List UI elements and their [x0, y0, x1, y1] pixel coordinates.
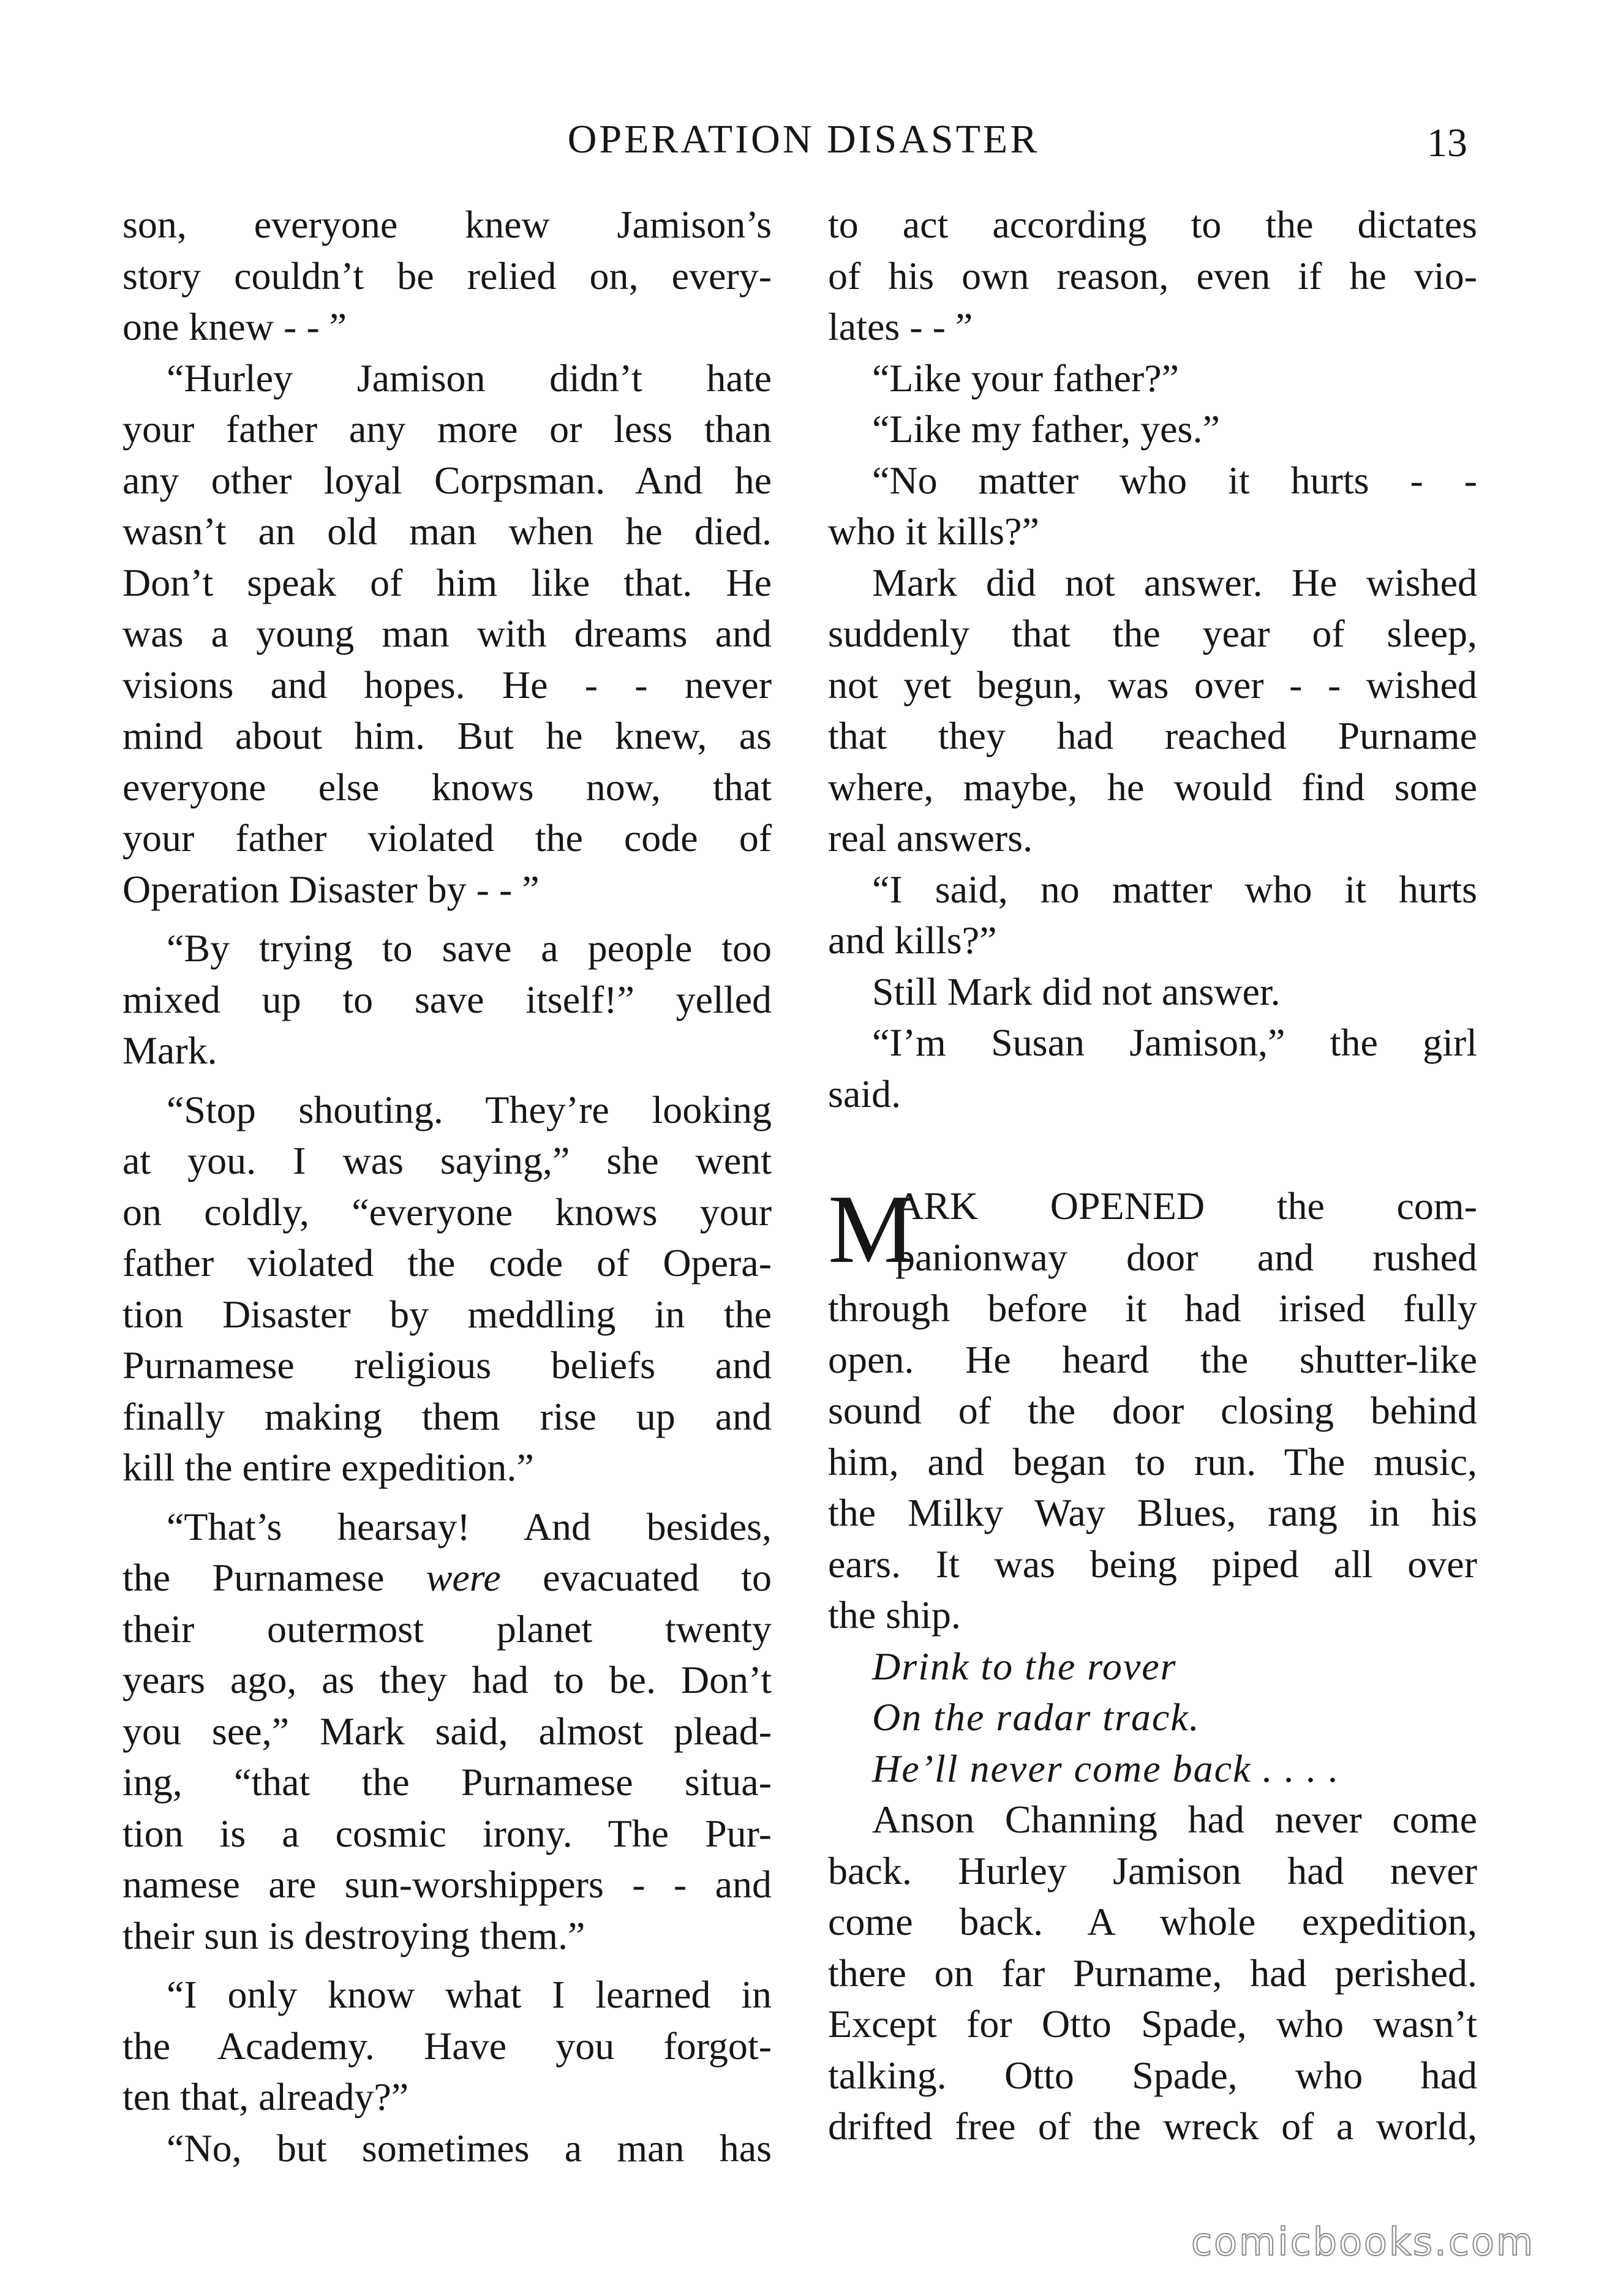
- section-opening: [828, 1174, 1477, 1283]
- text-line: you see,” Mark said, almost plead-: [122, 1709, 772, 1753]
- text-line: the Milky Way Blues, rang in his: [828, 1491, 1477, 1534]
- text-line: ten that, already?”: [122, 2075, 409, 2118]
- text-line: Anson Channing had never come: [872, 1798, 1477, 1841]
- text-line: sound of the door closing behind: [828, 1389, 1477, 1432]
- text-line: Mark.: [122, 1029, 217, 1072]
- text-line: real answers.: [828, 816, 1033, 860]
- text-line: and kills?”: [828, 918, 997, 962]
- text-line: “Like my father, yes.”: [872, 407, 1220, 451]
- text-line: on coldly, “everyone knows your: [122, 1190, 772, 1234]
- text-line: open. He heard the shutter-like: [828, 1337, 1477, 1381]
- text-line: Don’t speak of him like that. He: [122, 560, 772, 604]
- verse-line: On the radar track.: [872, 1695, 1200, 1739]
- text-line: son, everyone knew Jamison’s: [122, 203, 772, 246]
- text-line: [122, 1552, 772, 1604]
- text-line: finally making them rise up and: [122, 1394, 772, 1438]
- text-line: visions and hopes. He - - never: [122, 662, 772, 707]
- text-line: through before it had irised fully: [828, 1286, 1477, 1330]
- text-line: wasn’t an old man when he died.: [122, 509, 772, 553]
- text-line: mind about him. But he knew, as: [122, 714, 772, 757]
- text-line: “By trying to save a people too: [167, 926, 772, 970]
- text-line: not yet begun, was over - - wished: [828, 662, 1477, 707]
- text-line: tion is a cosmic irony. The Pur-: [122, 1811, 772, 1855]
- site-watermark: comicbooks.com: [1191, 2219, 1535, 2264]
- text-line: Still Mark did not answer.: [872, 969, 1281, 1013]
- verse-line: Drink to the rover: [872, 1644, 1177, 1688]
- text-line: there on far Purname, had perished.: [828, 1951, 1477, 1995]
- text-line: their sun is destroying them.”: [122, 1913, 585, 1957]
- text-line: everyone else knows now, that: [122, 765, 772, 809]
- text-line: lates - - ”: [828, 305, 973, 348]
- text-line: Except for Otto Spade, who wasn’t: [828, 2002, 1477, 2046]
- text-line: “That’s hearsay! And besides,: [167, 1504, 772, 1548]
- text-line: namese are sun-worshippers - - and: [122, 1863, 772, 1906]
- text-line: story couldn’t be relied on, every-: [122, 253, 772, 298]
- text-line: ing, “that the Purnamese situa-: [122, 1760, 772, 1804]
- text-line: that they had reached Purname: [828, 714, 1477, 757]
- text-line: panionway door and rushed: [895, 1235, 1477, 1279]
- verse-line: He’ll never come back . . . .: [872, 1746, 1340, 1790]
- text-line: to act according to the dictates: [828, 203, 1477, 246]
- text-line: “Hurley Jamison didn’t hate: [167, 356, 772, 400]
- text-span: evacuated to: [500, 1556, 772, 1599]
- text-line: of his own reason, even if he vio-: [828, 253, 1477, 298]
- text-line: tion Disaster by meddling in the: [122, 1292, 772, 1336]
- drop-cap: M: [828, 1174, 916, 1283]
- text-line: any other loyal Corpsman. And he: [122, 458, 772, 502]
- text-line: ARK OPENED the com-: [895, 1184, 1477, 1228]
- text-line: Mark did not answer. He wished: [872, 560, 1477, 604]
- text-line: who it kills?”: [828, 509, 1039, 553]
- text-line: said.: [828, 1071, 901, 1116]
- text-line: “No, but sometimes a man has: [167, 2126, 772, 2170]
- text-line: “I only know what I learned in: [167, 1973, 772, 2016]
- text-line: come back. A whole expedition,: [828, 1900, 1477, 1943]
- text-line: “I’m Susan Jamison,” the girl: [872, 1021, 1477, 1064]
- text-span: the Purnamese: [122, 1556, 426, 1599]
- text-line: kill the entire expedition.”: [122, 1446, 534, 1489]
- text-line: your father any more or less than: [122, 407, 772, 451]
- text-line: where, maybe, he would find some: [828, 765, 1477, 809]
- text-line: years ago, as they had to be. Don’t: [122, 1658, 772, 1701]
- song-verse: [828, 1641, 1477, 1795]
- text-line: drifted free of the wreck of a world,: [828, 2104, 1477, 2148]
- text-line: the Academy. Have you forgot-: [122, 2024, 772, 2068]
- text-line: Operation Disaster by - - ”: [122, 867, 540, 911]
- text-line: at you. I was saying,” she went: [122, 1139, 772, 1182]
- text-line: talking. Otto Spade, who had: [828, 2053, 1477, 2097]
- text-line: “No matter who it hurts - -: [872, 458, 1477, 502]
- left-column: [122, 199, 772, 2174]
- page-number: 13: [1427, 121, 1467, 165]
- text-line: him, and began to run. The music,: [828, 1439, 1477, 1484]
- text-line: father violated the code of Opera-: [122, 1241, 772, 1285]
- emphasis-word: were: [426, 1556, 501, 1599]
- text-line: back. Hurley Jamison had never: [828, 1848, 1477, 1893]
- text-line: “Like your father?”: [872, 356, 1180, 400]
- text-line: one knew - - ”: [122, 305, 347, 348]
- text-line: the ship.: [828, 1593, 961, 1637]
- text-line: ears. It was being piped all over: [828, 1542, 1477, 1586]
- text-line: their outermost planet twenty: [122, 1607, 772, 1651]
- text-line: was a young man with dreams and: [122, 612, 772, 655]
- running-header: OPERATION DISASTER: [567, 117, 1040, 162]
- text-line: your father violated the code of: [122, 816, 772, 860]
- text-line: “I said, no matter who it hurts: [872, 867, 1477, 911]
- text-line: suddenly that the year of sleep,: [828, 612, 1477, 655]
- text-line: Purnamese religious beliefs and: [122, 1343, 772, 1387]
- text-line: “Stop shouting. They’re looking: [167, 1087, 772, 1131]
- right-column: [828, 199, 1477, 2152]
- text-line: mixed up to save itself!” yelled: [122, 977, 772, 1021]
